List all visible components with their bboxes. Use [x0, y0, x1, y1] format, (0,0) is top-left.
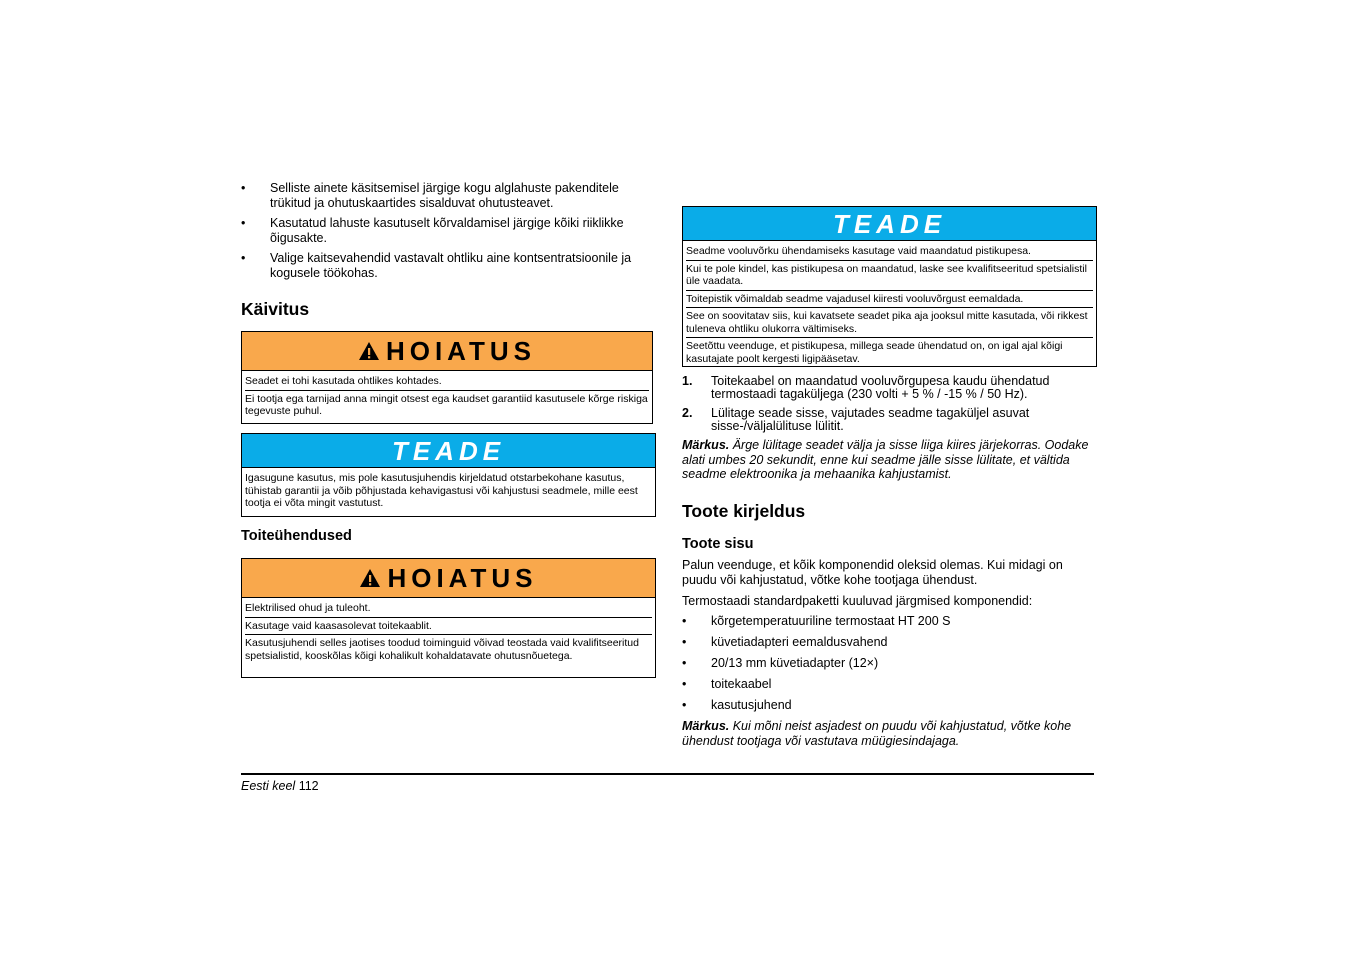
list-item: • Kasutatud lahuste kasutuselt kõrvaldamisel järgige kõiki riiklikke õigusakte. [241, 216, 624, 245]
warning-body [242, 598, 655, 664]
notice-line: Seetõttu veenduge, et pistikupesa, millega seade ühendatud on, on igal ajal kõigi kasutajate poolt kergesti ligipääsetav. [686, 340, 1063, 365]
footer-language: Eesti keel [241, 779, 296, 793]
list-item: • Selliste ainete käsitsemisel järgige kogu alglahuste pakenditele trükitud ja ohutuskaartides sisalduvat ohutusteavet. [241, 181, 619, 210]
warning-body [242, 371, 652, 420]
bullet-icon: • [241, 251, 246, 265]
notice-body [242, 468, 655, 512]
warning-triangle-icon [358, 341, 380, 361]
notice-box-warranty [241, 433, 656, 517]
note-power-cycle: Märkus. Ärge lülitage seadet välja ja sisse liiga kiires järjekorras. Oodake alati umbes 20 sekundit, enne kui seadme jälle sisse lülitate, et vältida seadme elektroonika ja mehaanika kahjustamist. [682, 438, 1089, 481]
list-item: • 20/13 mm küvetiadapter (12×) [682, 656, 879, 670]
notice-box-grounding [682, 206, 1097, 367]
notice-header [683, 207, 1096, 241]
step-number: 1. [682, 374, 693, 388]
list-item: • Valige kaitsevahendid vastavalt ohtliku aine kontsentratsioonile ja kogusele töökohas. [241, 251, 632, 280]
list-item: 2. Lülitage seade sisse, vajutades seadme tagaküljel asuvat sisse-/väljalülituse lülitit. [682, 406, 1030, 433]
warning-triangle-icon [359, 568, 381, 588]
heading-toote-sisu: Toote sisu [682, 536, 754, 552]
list-item: • kõrgetemperatuuriline termostaat HT 200 S [682, 614, 951, 628]
heading-toote-kirjeldus: Toote kirjeldus [682, 501, 806, 521]
paragraph-check-components: Palun veenduge, et kõik komponendid oleksid olemas. Kui midagi on puudu või kahjustatud, võtke kohe tootjaga ühendust. [682, 558, 1063, 587]
warning-line: Kasutage vaid kaasasolevat toitekaablit. [245, 618, 652, 636]
warning-header [242, 559, 655, 598]
notice-line: Kui te pole kindel, kas pistikupesa on maandatud, laske see kvalifitseeritud spetsialistil üle vaadata. [686, 261, 1093, 291]
warning-line: Elektrilised ohud ja tuleoht. [245, 600, 652, 618]
footer-divider [241, 773, 1094, 775]
notice-line: See on soovitatav siis, kui kavatsete seadet pika aja jooksul mitte kasutada, või rikkest tuleneva ohtliku olukorra vältimiseks. [686, 308, 1093, 338]
list-item: • kasutusjuhend [682, 698, 792, 712]
note-label: Märkus. [682, 719, 730, 733]
list-item: 1. Toitekaabel on maandatud vooluvõrgupesa kaudu ühendatud termostaadi tagaküljega (230 volti + 5 % / -15 % / 50 Hz). [682, 374, 1050, 401]
paragraph-package-contents: Termostaadi standardpaketti kuuluvad järgmised komponendid: [682, 594, 1033, 608]
step-number: 2. [682, 406, 693, 420]
warning-box-electrical [241, 558, 656, 678]
heading-toiteuhendused: Toiteühendused [241, 528, 352, 544]
intro-bullet-list [241, 181, 656, 280]
warning-line: Seadet ei tohi kasutada ohtlikes kohtades. [245, 373, 649, 391]
notice-header [242, 434, 655, 468]
page-number: 112 [298, 779, 319, 793]
warning-line: Ei tootja ega tarnijad anna mingit otsest ega kaudset garantiid kasutusele kõrge riskiga tegevuste puhul. [245, 392, 648, 417]
notice-line: Igasugune kasutus, mis pole kasutusjuhendis kirjeldatud otstarbekohane kasutus, tühistab garantii ja võib põhjustada kehavigastusi või kahjustusi seadmele, mille eest tootja ei võta mingit vastutust. [245, 472, 638, 509]
warning-header [242, 332, 652, 371]
list-item: • küvetiadapteri eemaldusvahend [682, 635, 888, 649]
components-list [682, 614, 1097, 713]
notice-body [683, 241, 1096, 367]
notice-line: Seadme vooluvõrku ühendamiseks kasutage vaid maandatud pistikupesa. [686, 243, 1093, 261]
bullet-icon: • [682, 698, 687, 712]
note-label: Märkus. [682, 438, 730, 452]
warning-box-usage [241, 331, 653, 424]
note-missing-items: Märkus. Kui mõni neist asjadest on puudu või kahjustatud, võtke kohe ühendust tootjaga või vastutava müügiesindajaga. [682, 719, 1072, 748]
notice-title: TEADE [832, 208, 947, 239]
heading-kaivitus: Käivitus [241, 299, 310, 319]
bullet-icon: • [682, 635, 687, 649]
notice-title: TEADE [391, 435, 506, 466]
warning-title: HOIATUS [387, 563, 538, 593]
notice-line: Toitepistik võimaldab seadme vajadusel kiiresti vooluvõrgust eemaldada. [686, 291, 1093, 309]
bullet-icon: • [682, 677, 687, 691]
bullet-icon: • [682, 656, 687, 670]
bullet-icon: • [682, 614, 687, 628]
warning-line: Kasutusjuhendi selles jaotises toodud toiminguid võivad teostada vaid kvalifitseeritud spetsialistid, kooskõlas kõigi kohalikult kohaldatavate ohutusnõuetega. [245, 637, 639, 662]
power-steps-list [682, 375, 1097, 439]
bullet-icon: • [241, 216, 246, 230]
warning-title: HOIATUS [385, 336, 537, 366]
bullet-icon: • [241, 181, 246, 195]
page-footer [241, 779, 319, 793]
list-item: • toitekaabel [682, 677, 772, 691]
